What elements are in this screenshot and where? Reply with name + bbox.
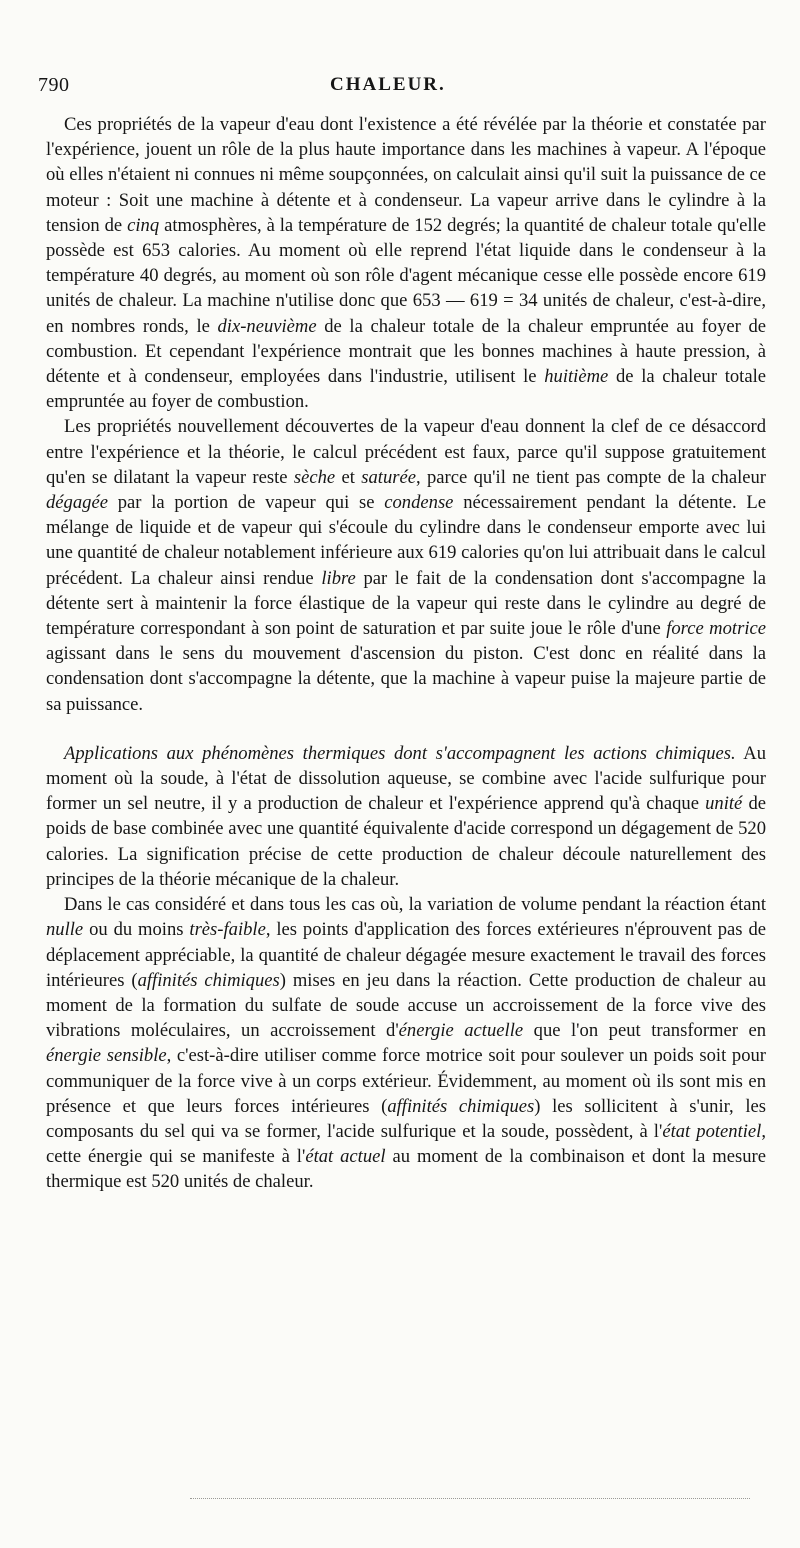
text-run: ou du moins: [83, 919, 190, 941]
running-header: [0, 74, 800, 104]
text-run: ) mises en jeu dans la réaction. Cette production de chaleur au moment de la formation du sulfate de soude accuse un accroissement de la force vive des vibrations moléculaires, un accroissement d': [46, 969, 767, 1042]
italic-run: force motrice: [666, 618, 766, 640]
text-run: , parce qu'il ne tient pas compte de la chaleur: [416, 466, 766, 488]
italic-run: nulle: [46, 919, 84, 941]
text-run: ) les sollicitent à s'unir, les composants du sel qui va se former, l'acide sulfurique et la soude, possèdent, à l': [46, 1095, 767, 1142]
section-paragraph: [46, 741, 766, 892]
italic-run: libre: [321, 567, 356, 589]
text-run: agissant dans le sens du mouvement d'ascension du piston. C'est donc en réalité dans la condensation dont s'accompagne la détente, que la machine à vapeur puise la majeure partie de sa puissance.: [46, 643, 766, 715]
text-run: atmosphères, à la température de 152 degrés; la quantité de chaleur totale qu'elle possède est 653 calories. Au moment où elle reprend l'état liquide dans le condenseur à la température 40 degrés, au moment où son rôle d'agent mécanique cesse elle possède encore 619 unités de chaleur. La machine n'utilise donc que 653 — 619 = 34 unités de chaleur, c'est-à-dire, en nombres ronds, le: [46, 214, 767, 337]
italic-run: Applications aux phénomènes thermiques dont s'accompagnent les actions chimiques.: [64, 742, 736, 764]
text-run: Dans le cas considéré et dans tous les cas où, la variation de volume pendant la réaction étant: [64, 894, 766, 916]
italic-run: affinités chimiques: [137, 969, 280, 991]
italic-run: affinités chimiques: [387, 1095, 535, 1117]
text-run: , cette énergie qui se manifeste à l': [46, 1120, 766, 1168]
italic-run: énergie sensible: [46, 1045, 167, 1067]
paragraph: [46, 892, 766, 1194]
text-run: Ces propriétés de la vapeur d'eau dont l'existence a été révélée par la théorie et constatée par l'expérience, jouent un rôle de la plus haute importance dans les machines à vapeur. A l'époque où elles n'étaient ni connues ni même soupçonnées, on calculait ainsi qu'il suit la puissance de ce moteur : Soit une machine à détente et à condenseur. La vapeur arrive dans le cylindre à la tension de: [46, 114, 766, 236]
text-run: au moment de la combinaison et dont la mesure thermique est 520 unités de chaleur.: [46, 1146, 766, 1193]
italic-run: unité: [705, 793, 743, 815]
text-run: , c'est-à-dire utiliser comme force motrice soit pour soulever un poids soit pour communiquer de la force vive à un corps extérieur. Évidemment, au moment où ils sont mis en présence et que leurs forces intérieures (: [46, 1045, 766, 1117]
italic-run: état actuel: [305, 1146, 386, 1168]
text-run: , les points d'application des forces extérieures n'éprouvent pas de déplacement appréciable, la quantité de chaleur dégagée mesure exactement le travail des forces intérieures (: [46, 919, 766, 991]
text-run: que l'on peut transformer en: [523, 1020, 767, 1042]
italic-run: dix-neuvième: [217, 315, 317, 337]
paragraph: [46, 112, 766, 414]
italic-run: dégagée: [46, 492, 108, 514]
text-run: nécessairement pendant la détente. Le mélange de liquide et de vapeur qui s'écoule du cylindre dans le condenseur emporte avec lui une quantité de chaleur notablement inférieure aux 619 calories qu'on lui attribuait dans le calcul précédent. La chaleur ainsi rendue: [46, 492, 766, 589]
paragraph: [46, 414, 766, 716]
bottom-rule: [190, 1498, 750, 1499]
page-number: 790: [38, 74, 70, 96]
italic-run: sèche: [293, 466, 336, 488]
text-run: Les propriétés nouvellement découvertes de la vapeur d'eau donnent la clef de ce désaccord entre l'expérience et la théorie, le calcul précédent est faux, parce qu'il suppose gratuitement qu'en se dilatant la vapeur reste: [46, 416, 766, 488]
text-run: par la portion de vapeur qui se: [107, 492, 385, 514]
body-text: [46, 112, 766, 1195]
italic-run: état potentiel: [662, 1120, 762, 1142]
text-run: Au moment où la soude, à l'état de dissolution aqueuse, se combine avec l'acide sulfurique pour former un sel neutre, il y a production de chaleur et l'expérience apprend qu'à chaque: [46, 742, 766, 815]
text-run: et: [335, 466, 362, 488]
text-run: par le fait de la condensation dont s'accompagne la détente sert à maintenir la force élastique de la vapeur qui reste dans le cylindre au degré de température correspondant à son point de saturation et par suite joue le rôle d'une: [46, 567, 766, 640]
text-run: de poids de base combinée avec une quantité équivalente d'acide correspond un dégagement de 520 calories. La signification précise de cette production de chaleur découle naturellement des principes de la théorie mécanique de la chaleur.: [46, 793, 766, 890]
italic-run: très-faible: [189, 919, 266, 941]
italic-run: saturée: [361, 466, 417, 488]
italic-run: huitième: [544, 366, 609, 388]
text-run: de la chaleur totale de la chaleur empruntée au foyer de combustion. Et cependant l'expérience montrait que les bonnes machines à haute pression, à détente et à condenseur, employées dans l'industrie, utilisent le: [46, 315, 766, 388]
text-run: de la chaleur totale empruntée au foyer de combustion.: [46, 366, 766, 413]
italic-run: cinq: [127, 214, 160, 236]
italic-run: condense: [384, 492, 454, 514]
italic-run: énergie actuelle: [398, 1020, 524, 1042]
running-title: CHALEUR.: [330, 74, 446, 95]
